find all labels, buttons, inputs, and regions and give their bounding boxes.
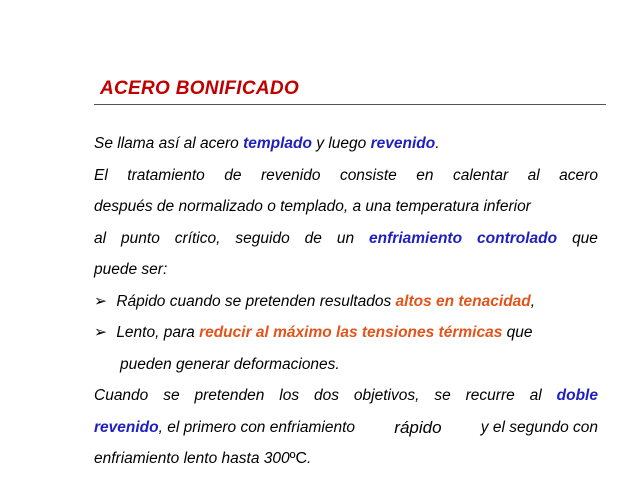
slide-body bbox=[94, 128, 598, 475]
degree-celsius: ºC bbox=[289, 450, 308, 467]
bullet-lento-continuation: pueden generar deformaciones. bbox=[120, 355, 340, 373]
term-enfriamiento: enfriamiento bbox=[369, 229, 463, 247]
term-rapido: rápido bbox=[394, 417, 442, 437]
word: de bbox=[224, 166, 242, 184]
bullet-text: Rápido cuando se pretenden resultados bbox=[116, 292, 392, 310]
arrow-bullet-icon: ➢ bbox=[94, 292, 107, 310]
term-altos-tenacidad: altos en tenacidad bbox=[395, 292, 531, 310]
arrow-bullet-icon: ➢ bbox=[94, 324, 107, 341]
treatment-line-3 bbox=[94, 223, 598, 255]
word: El bbox=[94, 166, 108, 184]
bullet-text-end: que bbox=[506, 324, 533, 341]
word: un bbox=[336, 229, 355, 247]
intro-text-2: y luego bbox=[316, 135, 367, 152]
treatment-line-2: después de normalizado o templado, a una temperatura inferior bbox=[94, 198, 531, 215]
line-text: , el primero con enfriamiento bbox=[158, 418, 356, 436]
word: al bbox=[527, 166, 540, 184]
word: acero bbox=[559, 166, 598, 184]
word: se bbox=[163, 387, 180, 404]
term-doble: doble bbox=[556, 387, 598, 404]
term-controlado: controlado bbox=[477, 229, 558, 247]
line-text: enfriamiento lento hasta 300 bbox=[94, 450, 290, 467]
word: objetivos, bbox=[353, 387, 420, 404]
word: pretenden bbox=[194, 387, 265, 404]
term-revenido: revenido bbox=[370, 135, 436, 152]
word: punto bbox=[121, 229, 160, 247]
double-line-2 bbox=[94, 412, 598, 444]
word: consiste bbox=[339, 166, 397, 184]
bullet-text: Lento, para bbox=[116, 324, 195, 341]
word: se bbox=[434, 387, 451, 404]
word: calentar bbox=[453, 166, 509, 184]
word: Cuando bbox=[94, 387, 149, 404]
final-period: . bbox=[307, 450, 312, 467]
bullet-lento bbox=[94, 317, 598, 349]
intro-period: . bbox=[435, 135, 440, 152]
title-divider bbox=[94, 104, 606, 105]
double-line-1 bbox=[94, 380, 598, 412]
word: crítico, bbox=[174, 229, 221, 247]
term-revenido-2: revenido bbox=[94, 418, 159, 436]
double-line-3 bbox=[94, 443, 598, 475]
word: dos bbox=[314, 387, 339, 404]
word: en bbox=[416, 166, 434, 184]
word: al bbox=[94, 229, 107, 247]
bullet-rapido bbox=[94, 286, 598, 318]
word: los bbox=[279, 387, 300, 404]
word: tratamiento bbox=[127, 166, 205, 184]
slide-title: ACERO BONIFICADO bbox=[100, 78, 300, 99]
word: revenido bbox=[261, 166, 321, 184]
word: de bbox=[304, 229, 322, 247]
intro-line bbox=[94, 128, 598, 160]
word: recurre bbox=[465, 387, 515, 404]
word: seguido bbox=[235, 229, 290, 247]
line-text: y el segundo con bbox=[480, 418, 598, 436]
word: que bbox=[572, 229, 598, 247]
treatment-line-1 bbox=[94, 160, 598, 192]
term-templado: templado bbox=[243, 135, 312, 152]
bullet-comma: , bbox=[530, 292, 536, 310]
treatment-line-4: puede ser: bbox=[94, 261, 168, 278]
term-reducir-tensiones: reducir al máximo las tensiones térmicas bbox=[199, 324, 503, 341]
word: al bbox=[529, 387, 542, 404]
intro-text: Se llama así al acero bbox=[94, 135, 239, 152]
